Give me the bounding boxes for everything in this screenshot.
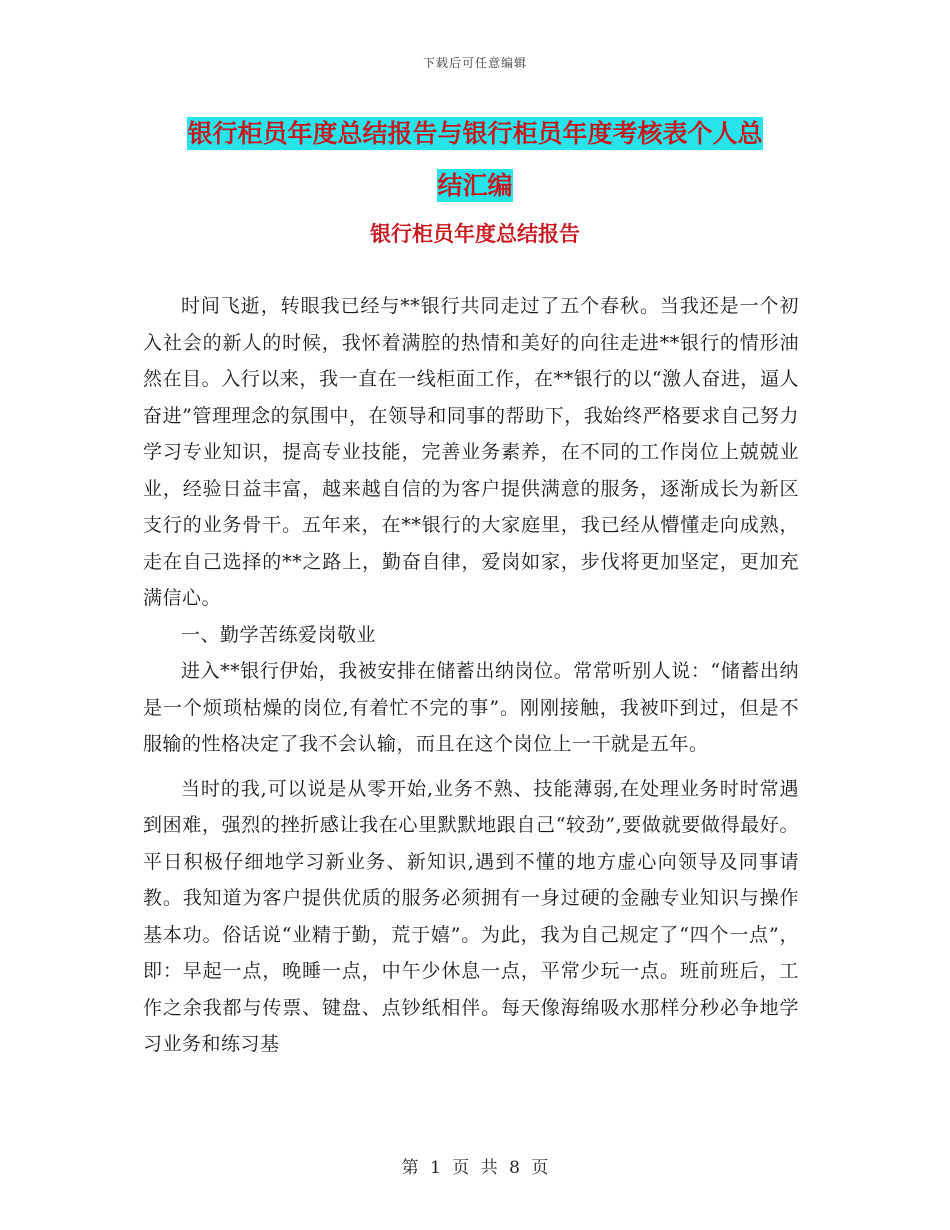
document-title <box>140 108 810 212</box>
document-title-line2: 结汇编 <box>437 171 513 200</box>
page-footer: 第 1 页 共 8 页 <box>401 1158 549 1178</box>
header-note: 下载后可任意编辑 <box>422 56 527 70</box>
paragraph-heading-1: 一、勤学苦练爱岗敬业 <box>181 623 377 646</box>
paragraph-intro: 时间飞逝，转眼我已经与**银行共同走过了五个春秋。当我还是一个初入社会的新人的时候，我怀着满腔的热情和美好的向往走进**银行的情形油然在目。入行以来，我一直在一线柜面工作，在**银行的以“激人奋进，逼人奋进”管理理念的氛围中，在领导和同事的帮助下，我始终严格要求自己努力学习专业知识，提高专业技能，完善业务素养，在不同的工作岗位上兢兢业业，经验日益丰富，越来越自信的为客户提供满意的服务，逐渐成长为新区支行的业务骨干。五年来，在**银行的大家庭里，我已经从懵懂走向成熟，走在自己选择的**之路上，勤奋自律，爱岗如家，步伐将更加坚定，更加充满信心。 <box>143 295 799 609</box>
document-body <box>143 288 799 1063</box>
paragraph-2: 进入**银行伊始，我被安排在储蓄出纳岗位。常常听别人说：“储蓄出纳是一个烦琐枯燥的岗位,有着忙不完的事”。刚刚接触，我被吓到过，但是不服输的性格决定了我不会认输，而且在这个岗位上一干就是五年。 <box>143 660 799 755</box>
paragraph-3: 当时的我,可以说是从零开始,业务不熟、技能薄弱,在处理业务时时常遇到困难，强烈的挫折感让我在心里默默地跟自己“较劲”,要做就要做得最好。平日积极仔细地学习新业务、新知识,遇到不懂的地方虚心向领导及同事请教。我知道为客户提供优质的服务必须拥有一身过硬的金融专业知识与操作基本功。俗话说“业精于勤，荒于嬉”。为此，我为自己规定了“四个一点”，即：早起一点，晚睡一点，中午少休息一点，平常少玩一点。班前班后，工作之余我都与传票、键盘、点钞纸相伴。每天像海绵吸水那样分秒必争地学习业务和练习基 <box>143 777 799 1055</box>
section-title: 银行柜员年度总结报告 <box>370 222 580 246</box>
document-title-line1: 银行柜员年度总结报告与银行柜员年度考核表个人总 <box>187 119 763 148</box>
